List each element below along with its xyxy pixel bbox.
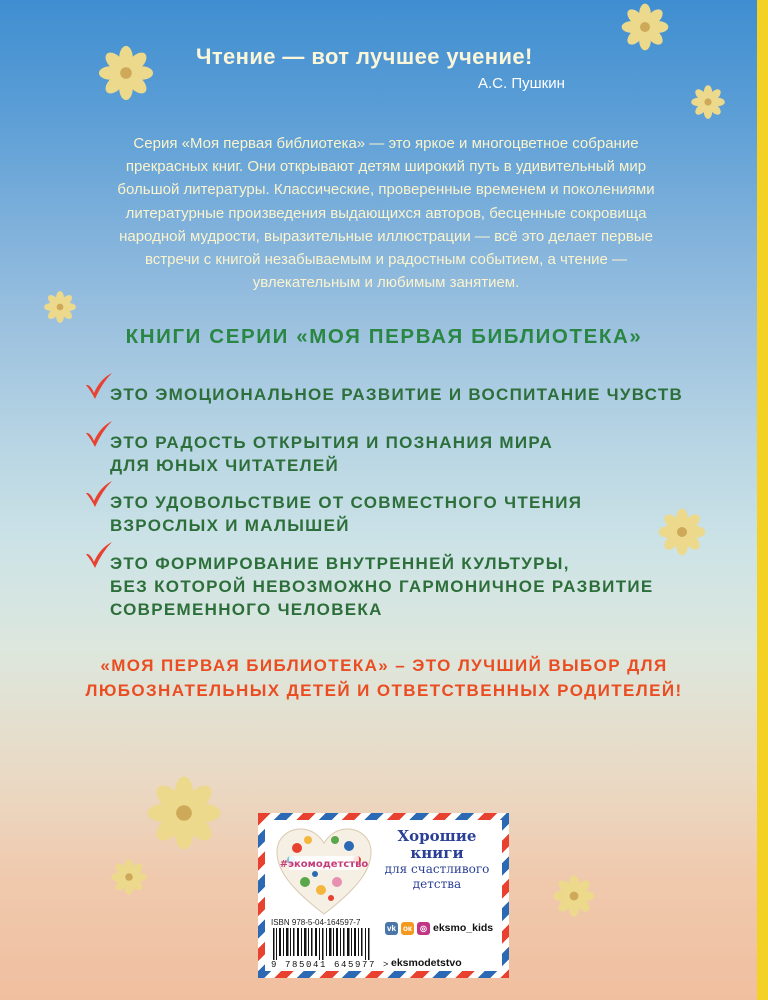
list-item: [110, 383, 683, 406]
social-handle-link[interactable]: eksmodetstvo: [391, 957, 462, 969]
social-handle-link[interactable]: eksmo_kids: [433, 922, 494, 934]
benefit-line: ЭТО УДОВОЛЬСТВИЕ ОТ СОВМЕСТНОГО ЧТЕНИЯ: [110, 493, 583, 512]
benefit-line: ДЛЯ ЮНЫХ ЧИТАТЕЛЕЙ: [110, 456, 340, 475]
barcode-icon: [271, 928, 375, 960]
daisy-flower-icon: [552, 874, 596, 918]
social-links: [385, 919, 493, 937]
series-heading: КНИГИ СЕРИИ «МОЯ ПЕРВАЯ БИБЛИОТЕКА»: [125, 325, 643, 348]
checkmark-icon: [84, 373, 112, 401]
list-item: [110, 491, 582, 537]
heart-logo-icon: [275, 826, 373, 918]
benefit-line: ЭТО ФОРМИРОВАНИЕ ВНУТРЕННЕЙ КУЛЬТУРЫ,: [110, 554, 570, 573]
daisy-flower-icon: [97, 44, 155, 102]
publisher-card: [258, 813, 509, 978]
benefit-line: БЕЗ КОТОРОЙ НЕВОЗМОЖНО ГАРМОНИЧНОЕ РАЗВИТИЕ: [110, 577, 654, 596]
daisy-flower-icon: [690, 84, 726, 120]
slogan-line: для счастливого: [384, 862, 490, 876]
benefit-line: ЭТО ЭМОЦИОНАЛЬНОЕ РАЗВИТИЕ И ВОСПИТАНИЕ ЧУВСТВ: [110, 385, 684, 404]
benefit-line: СОВРЕМЕННОГО ЧЕЛОВЕКА: [110, 600, 383, 619]
checkmark-icon: [84, 542, 112, 570]
quote-text: Чтение — вот лучшее учение!: [196, 44, 533, 69]
slogan-line: книги: [410, 844, 464, 862]
daisy-flower-icon: [657, 507, 707, 557]
benefit-line: ВЗРОСЛЫХ И МАЛЫШЕЙ: [110, 516, 350, 535]
daisy-flower-icon: [110, 858, 148, 896]
checkmark-icon: [84, 421, 112, 449]
isbn-text: ISBN 978-5-04-164597-7: [271, 918, 361, 927]
daisy-flower-icon: [145, 774, 223, 852]
card-slogan: [377, 828, 497, 891]
series-intro-paragraph: Серия «Моя первая библиотека» — это яркое и многоцветное собрание прекрасных книг. Они открывают детям широкий путь в удивительный мир большой литературы. Классические, проверенные временем и поколениями литературные произведения выдающихся авторов, бесценные сокровища народной мудрости, выразительные иллюстрации — всё это делает первые встречи с книгой незабываемым и радостным событием, а чтение — увлекательным и любимым занятием.: [117, 135, 655, 292]
benefit-line: ЭТО РАДОСТЬ ОТКРЫТИЯ И ПОЗНАНИЯ МИРА: [110, 433, 554, 452]
list-item: [110, 552, 654, 621]
daisy-flower-icon: [43, 290, 77, 324]
book-spine-stripe: [757, 0, 768, 1000]
instagram-icon[interactable]: ◎: [417, 922, 430, 935]
list-item: [110, 431, 553, 477]
vk-icon[interactable]: vk: [385, 922, 398, 935]
social-row: [385, 919, 493, 937]
slogan-line: детства: [412, 877, 462, 891]
conclusion-text: «МОЯ ПЕРВАЯ БИБЛИОТЕКА» – ЭТО ЛУЧШИЙ ВЫБОР ДЛЯ ЛЮБОЗНАТЕЛЬНЫХ ДЕТЕЙ И ОТВЕТСТВЕННЫХ РОДИТЕЛЕЙ!: [85, 656, 683, 700]
odnoklassniki-icon[interactable]: ок: [401, 922, 414, 935]
checkmark-icon: [84, 481, 112, 509]
heart-logo-tag: #экомодетство: [279, 859, 369, 870]
slogan-line: Хорошие: [397, 827, 477, 845]
barcode-number: 9 785041 645977 >: [271, 960, 391, 970]
daisy-flower-icon: [620, 2, 670, 52]
quote-author: А.С. Пушкин: [478, 75, 565, 92]
